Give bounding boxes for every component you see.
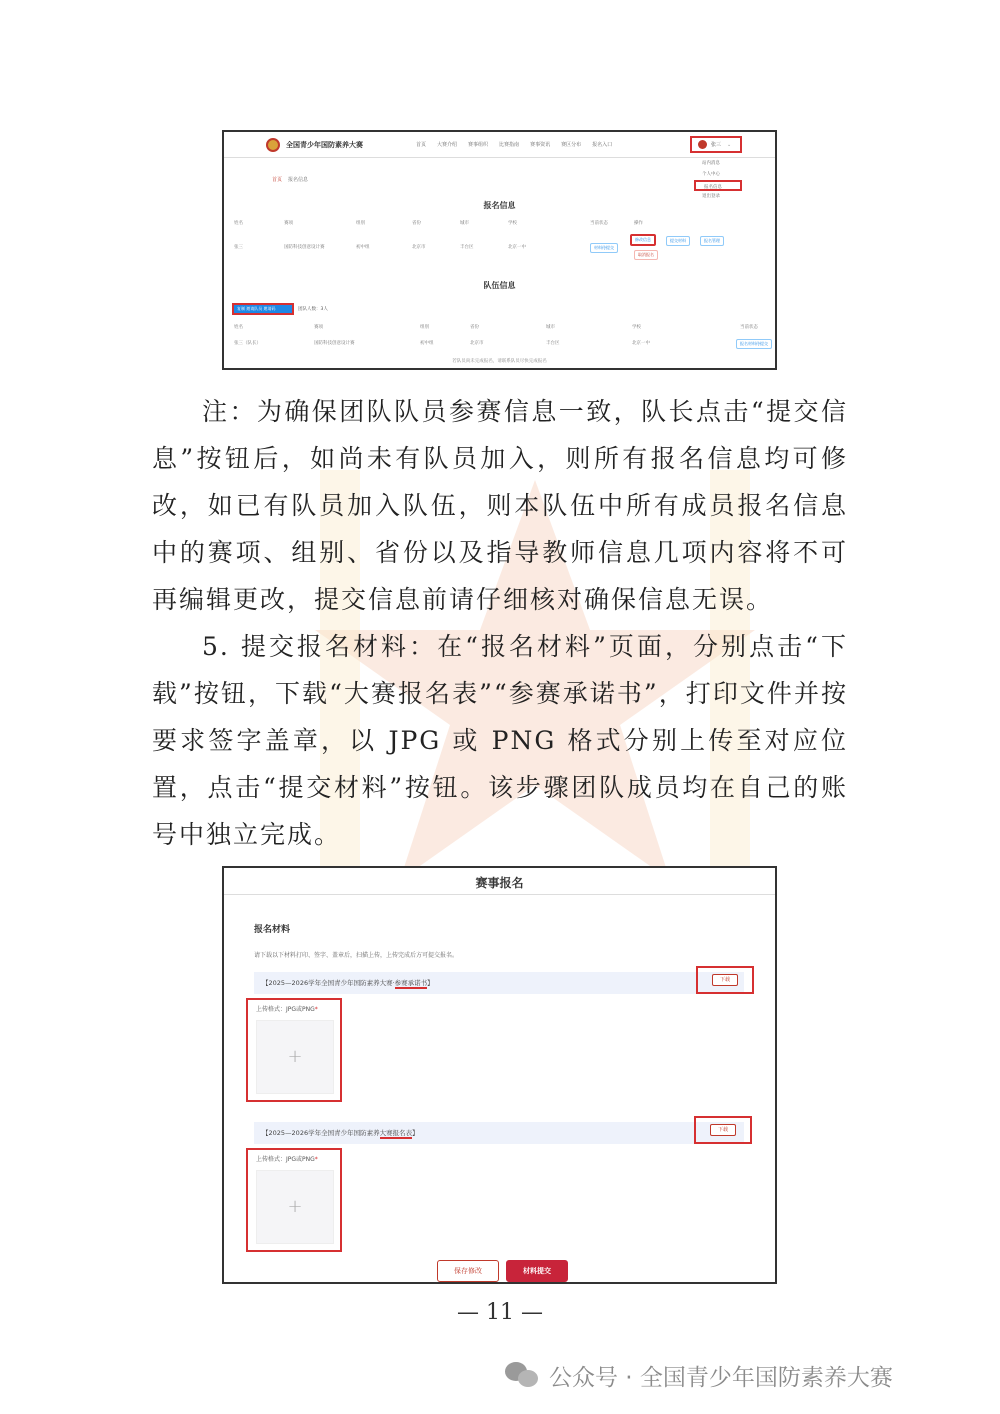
instructions: 请下载以下材料打印、签字、盖章后，扫描上传，上传完成后方可提交报名。 [254,952,459,959]
user-name: 张三 [711,142,722,148]
divider [224,894,775,895]
avatar [698,140,707,149]
team-note: 若队员尚未完成报名，请联系队员尽快完成报名 [452,359,547,364]
site-navbar [224,132,775,158]
team-count: 团队人数：3人 [298,307,328,312]
menu-item-profile[interactable]: 个人中心 [702,172,720,177]
user-menu-button[interactable] [690,136,742,153]
nav-signup[interactable]: 报名入口 [592,142,613,148]
nav-guide[interactable]: 比赛指南 [499,142,520,148]
page-title: 赛事报名 [475,876,524,890]
manage-signup-button[interactable]: 报名管理 [700,236,724,246]
submit-materials-button[interactable]: 提交材料 [666,236,690,246]
nav-regions[interactable]: 赛区分布 [561,142,582,148]
menu-item-messages[interactable]: 站内消息 [702,161,720,166]
emblem-icon [266,138,280,152]
step5-paragraph: 5. 提交报名材料：在“报名材料”页面，分别点击“下载”按钮，下载“大赛报名表”“参赛承诺书”，打印文件并按要求签字盖章，以 JPG 或 PNG 格式分别上传至对应位置，点击“提交材料”按钮。该步骤团队成员均在自己的账号中独立完成。 [152,632,848,849]
wechat-icon [505,1360,541,1390]
upload-signup-form[interactable]: 上传格式：JPG或PNG* + [246,1148,342,1252]
submit-materials-button[interactable]: 材料提交 [506,1260,568,1282]
download-button-signup-form[interactable]: 下载 [694,1116,752,1144]
user-dropdown [694,158,742,202]
plus-icon[interactable]: + [256,1020,334,1094]
file-commitment: 【2025—2026学年全国青少年国防素养大赛·参赛承诺书】 [254,972,744,994]
file-signup-form: 【2025—2026学年全国青少年国防素养大赛报名表】 [254,1122,744,1144]
download-button-commitment[interactable]: 下载 [696,966,754,994]
section-title: 报名材料 [254,925,291,935]
cancel-signup-button[interactable]: 取消报名 [634,250,658,260]
breadcrumb-home[interactable]: 首页 [272,177,283,183]
team-status-badge: 报名材料待提交 [736,339,772,349]
nav-news[interactable]: 赛事资讯 [530,142,551,148]
team-title: 队伍信息 [483,281,516,290]
signup-title: 报名信息 [483,201,516,210]
main-menu [416,141,612,148]
page-number: — 11 — [457,1300,543,1325]
edit-info-button[interactable]: 修改信息 [630,234,656,246]
invite-code-button[interactable]: 复制 邀请队员 邀请码 [232,303,294,315]
chevron-down-icon: ⌄ [727,141,732,148]
materials-screenshot [222,866,777,1284]
plus-icon[interactable]: + [256,1170,334,1244]
nav-organization[interactable]: 赛事组织 [468,142,489,148]
breadcrumb [272,176,308,183]
note-paragraph: 注：为确保团队队员参赛信息一致，队长点击“提交信息”按钮后，如尚未有队员加入，则所有报名信息均可修改，如已有队员加入队伍，则本队伍中所有成员报名信息中的赛项、组别、省份以及指导教师信息几项内容将不可再编辑更改，提交信息前请仔细核对确保信息无误。 [152,397,848,614]
upload-commitment[interactable]: 上传格式：JPG或PNG* + [246,998,342,1102]
menu-item-logout[interactable]: 退出登录 [702,194,720,199]
status-badge: 材料待提交 [590,243,618,253]
footer-text: 公众号 · 全国青少年国防素养大赛 [549,1364,893,1391]
nav-about[interactable]: 大赛介绍 [437,142,458,148]
footer-source [505,1355,893,1395]
signup-info-screenshot: 全国青少年国防素养大赛 首页 大赛介绍 赛事组织 比赛指南 赛事资讯 赛区分布 报名入口 张三 ⌄ 站内消息 个人中心 报名信息 退出登录 首页 报名信息 报名信息 姓名 赛项 组别 省份 城市 学校 当前状态 操作 张三 国防科技创意设计赛 初中组 北京市 丰台区 北京一中 材料待提交 修改信息 提交材料 报名管理 取消报名 队伍信息 复制 邀请队员 邀请码 团队人数：3人 姓名 赛项 组别 省份 城市 学校 当前状态 张三（队长） 国防科技创意设计赛 初中组 北京市 丰台区 北京一中 报名材料待提交 若队员尚未完成报名，请联系队员尽快完成报名 [222,130,777,370]
save-button[interactable]: 保存修改 [437,1260,499,1282]
menu-item-signup-info[interactable]: 报名信息 [694,180,742,191]
breadcrumb-current: 报名信息 [288,177,309,183]
site-brand[interactable]: 全国青少年国防素养大赛 [286,141,363,149]
nav-home[interactable]: 首页 [416,142,427,148]
